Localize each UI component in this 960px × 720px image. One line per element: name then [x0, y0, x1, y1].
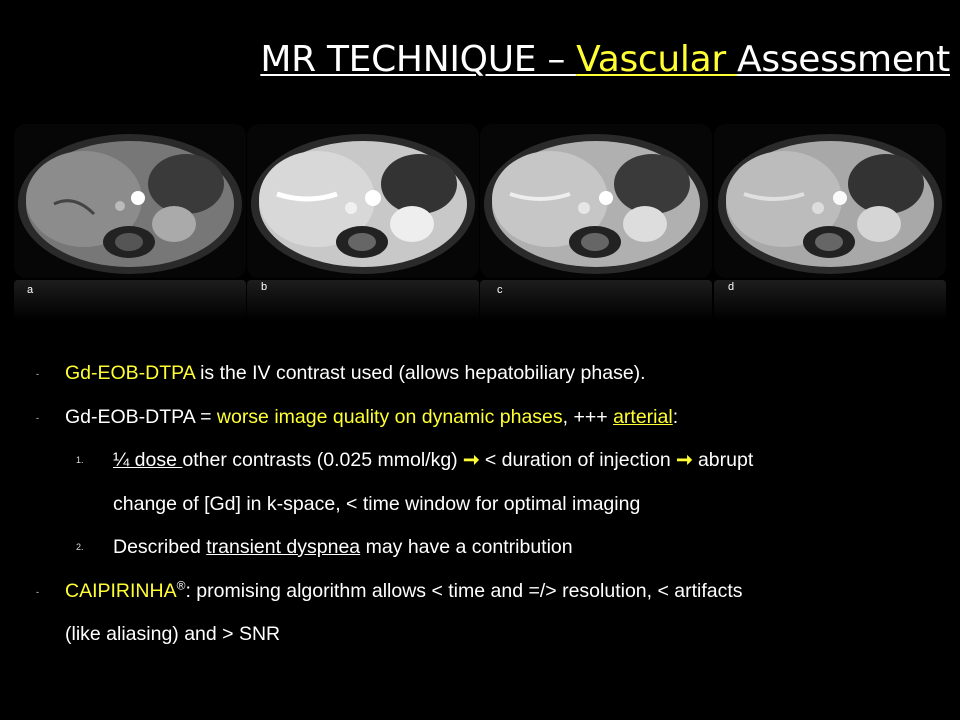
bullet-caipirinha-continuation: [36, 613, 936, 657]
numbered-item-2: [36, 526, 936, 570]
bullet-image-quality: [36, 396, 936, 440]
title-part1: MR TECHNIQUE –: [260, 39, 577, 80]
bullet-caipirinha: [36, 570, 936, 614]
bullet-text: Gd-EOB-DTPA =: [65, 405, 217, 428]
item-text: other contrasts (0.025 mmol/kg): [182, 449, 464, 471]
reflection-c: [480, 280, 712, 320]
bullet-text: is the IV contrast used (allows hepatobiliary phase).: [194, 362, 646, 384]
underlined-text: ¼ dose: [113, 449, 183, 471]
title-part2: Assessment: [737, 39, 950, 80]
underlined-highlight: arterial: [613, 405, 673, 428]
bullet-text: : promising algorithm allows < time and =/> resolution, < artifacts: [185, 579, 743, 602]
bullet-dash: -: [36, 586, 39, 597]
item-text: Described: [113, 536, 207, 558]
underlined-text: transient dyspnea: [206, 536, 361, 558]
right-arrow-icon: ➞: [676, 449, 693, 471]
title-highlight: Vascular: [576, 39, 738, 80]
mri-panel-c: [480, 124, 712, 278]
slide-title: [260, 38, 950, 82]
panel-label-b: b: [261, 281, 268, 293]
reflection-a: [14, 280, 246, 320]
bullet-text: :: [672, 405, 679, 428]
highlight-text: CAIPIRINHA: [65, 579, 177, 602]
panel-label-d: d: [728, 281, 735, 293]
panel-label-a: a: [27, 284, 34, 296]
reflection-d: [714, 280, 946, 320]
item-text: may have a contribution: [360, 536, 573, 558]
numbered-item-1: [36, 439, 936, 483]
highlight-text: worse image quality on dynamic phases: [216, 405, 563, 428]
bullet-contrast-agent: [36, 352, 936, 396]
item-text: abrupt: [692, 449, 754, 471]
mri-panel-d: [714, 124, 946, 278]
mri-scan-c: [480, 124, 712, 278]
mri-scan-b: [247, 124, 479, 278]
bullet-text: , +++: [562, 405, 614, 428]
bullet-list: [36, 352, 936, 657]
item-number: 2.: [76, 542, 84, 552]
item-number: 1.: [76, 455, 84, 465]
numbered-item-1-continuation: [36, 483, 936, 527]
bullet-dash: -: [36, 369, 39, 379]
mri-scan-d: [714, 124, 946, 278]
registered-mark: ®: [176, 578, 186, 592]
item-text: < duration of injection: [479, 449, 677, 471]
mri-image-strip: [14, 124, 946, 320]
mri-panel-b: [247, 124, 479, 278]
item-text: change of [Gd] in k-space, < time window for optimal imaging: [113, 492, 641, 515]
reflection-b: [247, 280, 479, 320]
right-arrow-icon: ➞: [463, 449, 480, 471]
bullet-dash: -: [36, 412, 39, 423]
bullet-text: (like aliasing) and > SNR: [65, 623, 281, 645]
highlight-text: Gd-EOB-DTPA: [65, 362, 195, 384]
panel-label-c: c: [497, 284, 503, 296]
mri-panel-a: [14, 124, 246, 278]
mri-scan-a: [14, 124, 246, 278]
